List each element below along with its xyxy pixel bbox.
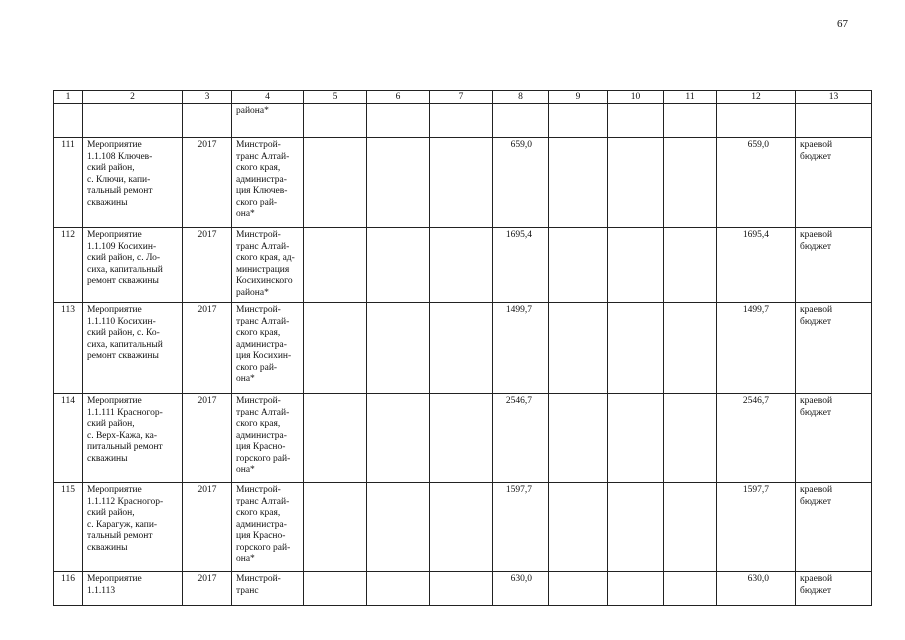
cell <box>83 104 183 138</box>
year-cell: 2017 <box>183 138 232 228</box>
cell <box>664 228 717 303</box>
header-cell: 3 <box>183 91 232 104</box>
activity-name-line: сиха, капитальный <box>87 339 163 350</box>
cell <box>304 303 367 394</box>
cell <box>430 104 493 138</box>
executor-line: транс Алтай- <box>236 407 290 418</box>
executor-line: Минстрой- <box>236 574 281 584</box>
year-cell: 2017 <box>183 228 232 303</box>
amount-col8-cell: 1499,7 <box>493 303 549 394</box>
cell <box>664 394 717 483</box>
amount-col8-cell: 1597,7 <box>493 483 549 572</box>
cell <box>430 572 493 606</box>
executor-line: транс Алтай- <box>236 151 290 162</box>
page-number: 67 <box>837 18 848 30</box>
activity-name-cell <box>83 303 183 394</box>
header-cell: 4 <box>232 91 304 104</box>
executor-line: горского рай- <box>236 453 291 464</box>
executor-line: она* <box>236 554 255 564</box>
cell <box>549 483 608 572</box>
funding-source-cell <box>796 572 872 606</box>
row-number-cell: 113 <box>54 303 83 394</box>
executor-line: транс <box>236 585 259 596</box>
cell <box>664 483 717 572</box>
row-number-cell: 116 <box>54 572 83 606</box>
cell <box>304 483 367 572</box>
amount-total-cell: 630,0 <box>717 572 796 606</box>
cell <box>304 104 367 138</box>
cell <box>430 138 493 228</box>
table-row <box>54 303 872 394</box>
cell <box>549 138 608 228</box>
row-number-cell: 115 <box>54 483 83 572</box>
funding-source-line: краевой <box>800 230 833 240</box>
executor-line: она* <box>236 374 255 384</box>
activity-name-cell <box>83 483 183 572</box>
funding-source-cell <box>796 228 872 303</box>
cell <box>549 228 608 303</box>
activity-name-line: 1.1.112 Красногор- <box>87 496 164 507</box>
header-cell: 10 <box>608 91 664 104</box>
activity-name-line: 1.1.108 Ключев- <box>87 151 153 162</box>
amount-col8-cell: 659,0 <box>493 138 549 228</box>
executor-line: транс Алтай- <box>236 496 290 507</box>
funding-source-line: краевой <box>800 485 833 495</box>
cell <box>549 303 608 394</box>
cell <box>367 303 430 394</box>
cell <box>608 104 664 138</box>
header-cell: 6 <box>367 91 430 104</box>
activity-name-line: ремонт скважины <box>87 276 159 286</box>
cell <box>430 483 493 572</box>
program-activities-table <box>53 90 872 606</box>
executor-line: ского края, <box>236 419 281 429</box>
executor-cell <box>232 228 304 303</box>
amount-col8-cell: 2546,7 <box>493 394 549 483</box>
funding-source-line: краевой <box>800 396 833 406</box>
executor-line: ского края, <box>236 163 281 173</box>
activity-name-line: 1.1.111 Красногор- <box>87 407 163 418</box>
cell <box>367 104 430 138</box>
cell <box>304 572 367 606</box>
cell <box>717 104 796 138</box>
cell <box>608 572 664 606</box>
executor-line: горского рай- <box>236 542 291 553</box>
cell <box>304 394 367 483</box>
activity-name-cell <box>83 228 183 303</box>
funding-source-line: краевой <box>800 574 833 584</box>
executor-line: Минстрой- <box>236 485 281 495</box>
executor-line: Косихинского <box>236 276 293 286</box>
executor-line: ция Красно- <box>236 531 286 541</box>
funding-source-line: бюджет <box>800 241 832 252</box>
executor-line: Минстрой- <box>236 396 281 406</box>
executor-cell <box>232 572 304 606</box>
activity-name-line: скважины <box>87 542 128 553</box>
activity-name-line: Мероприятие <box>87 230 142 240</box>
executor-line: она* <box>236 465 255 475</box>
funding-source-cell <box>796 394 872 483</box>
table-header-row <box>54 91 872 104</box>
executor-line: ского края, <box>236 328 281 338</box>
row-number-cell: 114 <box>54 394 83 483</box>
activity-name-line: с. Карагуж, капи- <box>87 519 158 530</box>
table-row <box>54 138 872 228</box>
cell <box>664 104 717 138</box>
header-cell: 8 <box>493 91 549 104</box>
header-cell: 5 <box>304 91 367 104</box>
activity-name-line: с. Верх-Кажа, ка- <box>87 430 157 441</box>
activity-name-line: тальный ремонт <box>87 186 153 196</box>
amount-total-cell: 2546,7 <box>717 394 796 483</box>
cell <box>608 303 664 394</box>
activity-name-line: 1.1.110 Косихин- <box>87 316 156 327</box>
table-row <box>54 228 872 303</box>
activity-name-line: ский район, с. Ко- <box>87 328 160 338</box>
executor-line: министрация <box>236 264 290 275</box>
cell <box>367 138 430 228</box>
executor-line: района* <box>236 287 269 298</box>
activity-name-cell <box>83 394 183 483</box>
activity-name-line: Мероприятие <box>87 396 142 406</box>
amount-total-cell: 1499,7 <box>717 303 796 394</box>
header-cell: 11 <box>664 91 717 104</box>
activity-name-line: Мероприятие <box>87 140 142 150</box>
funding-source-line: бюджет <box>800 585 832 596</box>
table-row <box>54 572 872 606</box>
activity-name-line: Мероприятие <box>87 574 142 584</box>
cell <box>608 228 664 303</box>
executor-line: Минстрой- <box>236 305 281 315</box>
executor-line: транс Алтай- <box>236 241 290 252</box>
cell <box>430 394 493 483</box>
cell <box>304 228 367 303</box>
activity-name-line: ский район, с. Ло- <box>87 253 161 263</box>
activity-name-line: питальный ремонт <box>87 442 163 452</box>
cell <box>183 104 232 138</box>
executor-line: ского рай- <box>236 197 278 208</box>
executor-line: администра- <box>236 519 287 530</box>
header-cell: 2 <box>83 91 183 104</box>
cell <box>664 572 717 606</box>
year-cell: 2017 <box>183 303 232 394</box>
header-cell: 7 <box>430 91 493 104</box>
amount-total-cell: 1597,7 <box>717 483 796 572</box>
activity-name-line: Мероприятие <box>87 485 142 495</box>
funding-source-cell <box>796 483 872 572</box>
activity-name-cell <box>83 572 183 606</box>
header-cell: 12 <box>717 91 796 104</box>
header-cell: 1 <box>54 91 83 104</box>
table-row <box>54 483 872 572</box>
amount-total-cell: 1695,4 <box>717 228 796 303</box>
cell <box>549 572 608 606</box>
cell <box>664 138 717 228</box>
funding-source-cell <box>796 303 872 394</box>
amount-col8-cell: 630,0 <box>493 572 549 606</box>
activity-name-line: Мероприятие <box>87 305 142 315</box>
executor-line: ция Косихин- <box>236 351 292 361</box>
activity-name-line: 1.1.113 <box>87 585 116 596</box>
cell <box>608 394 664 483</box>
table-row <box>54 394 872 483</box>
activity-name-line: ский район, <box>87 163 135 173</box>
activity-name-line: скважины <box>87 453 128 464</box>
continuation-row <box>54 104 872 138</box>
activity-name-line: ский район, <box>87 508 135 518</box>
cell <box>367 572 430 606</box>
cell <box>549 104 608 138</box>
funding-source-line: бюджет <box>800 496 832 507</box>
executor-line: ского края, ад- <box>236 253 295 263</box>
year-cell: 2017 <box>183 394 232 483</box>
activity-name-line: с. Ключи, капи- <box>87 174 151 185</box>
funding-source-cell <box>796 138 872 228</box>
activity-name-line: скважины <box>87 197 128 208</box>
executor-cell <box>232 138 304 228</box>
funding-source-line: краевой <box>800 305 833 315</box>
activity-name-line: тальный ремонт <box>87 531 153 541</box>
executor-cell <box>232 104 304 138</box>
activity-name-cell <box>83 138 183 228</box>
cell <box>304 138 367 228</box>
executor-line: района* <box>236 106 269 116</box>
executor-line: транс Алтай- <box>236 316 290 327</box>
header-cell: 9 <box>549 91 608 104</box>
cell <box>796 104 872 138</box>
cell <box>664 303 717 394</box>
cell <box>608 138 664 228</box>
activity-name-line: 1.1.109 Косихин- <box>87 241 157 252</box>
header-cell: 13 <box>796 91 872 104</box>
executor-line: администра- <box>236 430 287 441</box>
amount-total-cell: 659,0 <box>717 138 796 228</box>
executor-line: Минстрой- <box>236 140 281 150</box>
cell <box>430 228 493 303</box>
cell <box>549 394 608 483</box>
cell <box>608 483 664 572</box>
cell <box>367 394 430 483</box>
funding-source-line: бюджет <box>800 407 832 418</box>
activity-name-line: ский район, <box>87 419 135 429</box>
executor-line: ского рай- <box>236 362 278 373</box>
executor-line: ция Красно- <box>236 442 286 452</box>
executor-line: ция Ключев- <box>236 186 288 196</box>
cell <box>54 104 83 138</box>
cell <box>493 104 549 138</box>
cell <box>430 303 493 394</box>
activity-name-line: сиха, капитальный <box>87 264 163 275</box>
executor-line: Минстрой- <box>236 230 281 240</box>
executor-cell <box>232 303 304 394</box>
cell <box>367 228 430 303</box>
year-cell: 2017 <box>183 483 232 572</box>
row-number-cell: 112 <box>54 228 83 303</box>
cell <box>367 483 430 572</box>
executor-cell <box>232 483 304 572</box>
amount-col8-cell: 1695,4 <box>493 228 549 303</box>
executor-cell <box>232 394 304 483</box>
executor-line: она* <box>236 209 255 219</box>
activity-name-line: ремонт скважины <box>87 351 159 361</box>
funding-source-line: бюджет <box>800 151 832 162</box>
row-number-cell: 111 <box>54 138 83 228</box>
funding-source-line: бюджет <box>800 316 832 327</box>
executor-line: администра- <box>236 174 287 185</box>
year-cell: 2017 <box>183 572 232 606</box>
funding-source-line: краевой <box>800 140 833 150</box>
executor-line: ского края, <box>236 508 281 518</box>
executor-line: администра- <box>236 339 287 350</box>
